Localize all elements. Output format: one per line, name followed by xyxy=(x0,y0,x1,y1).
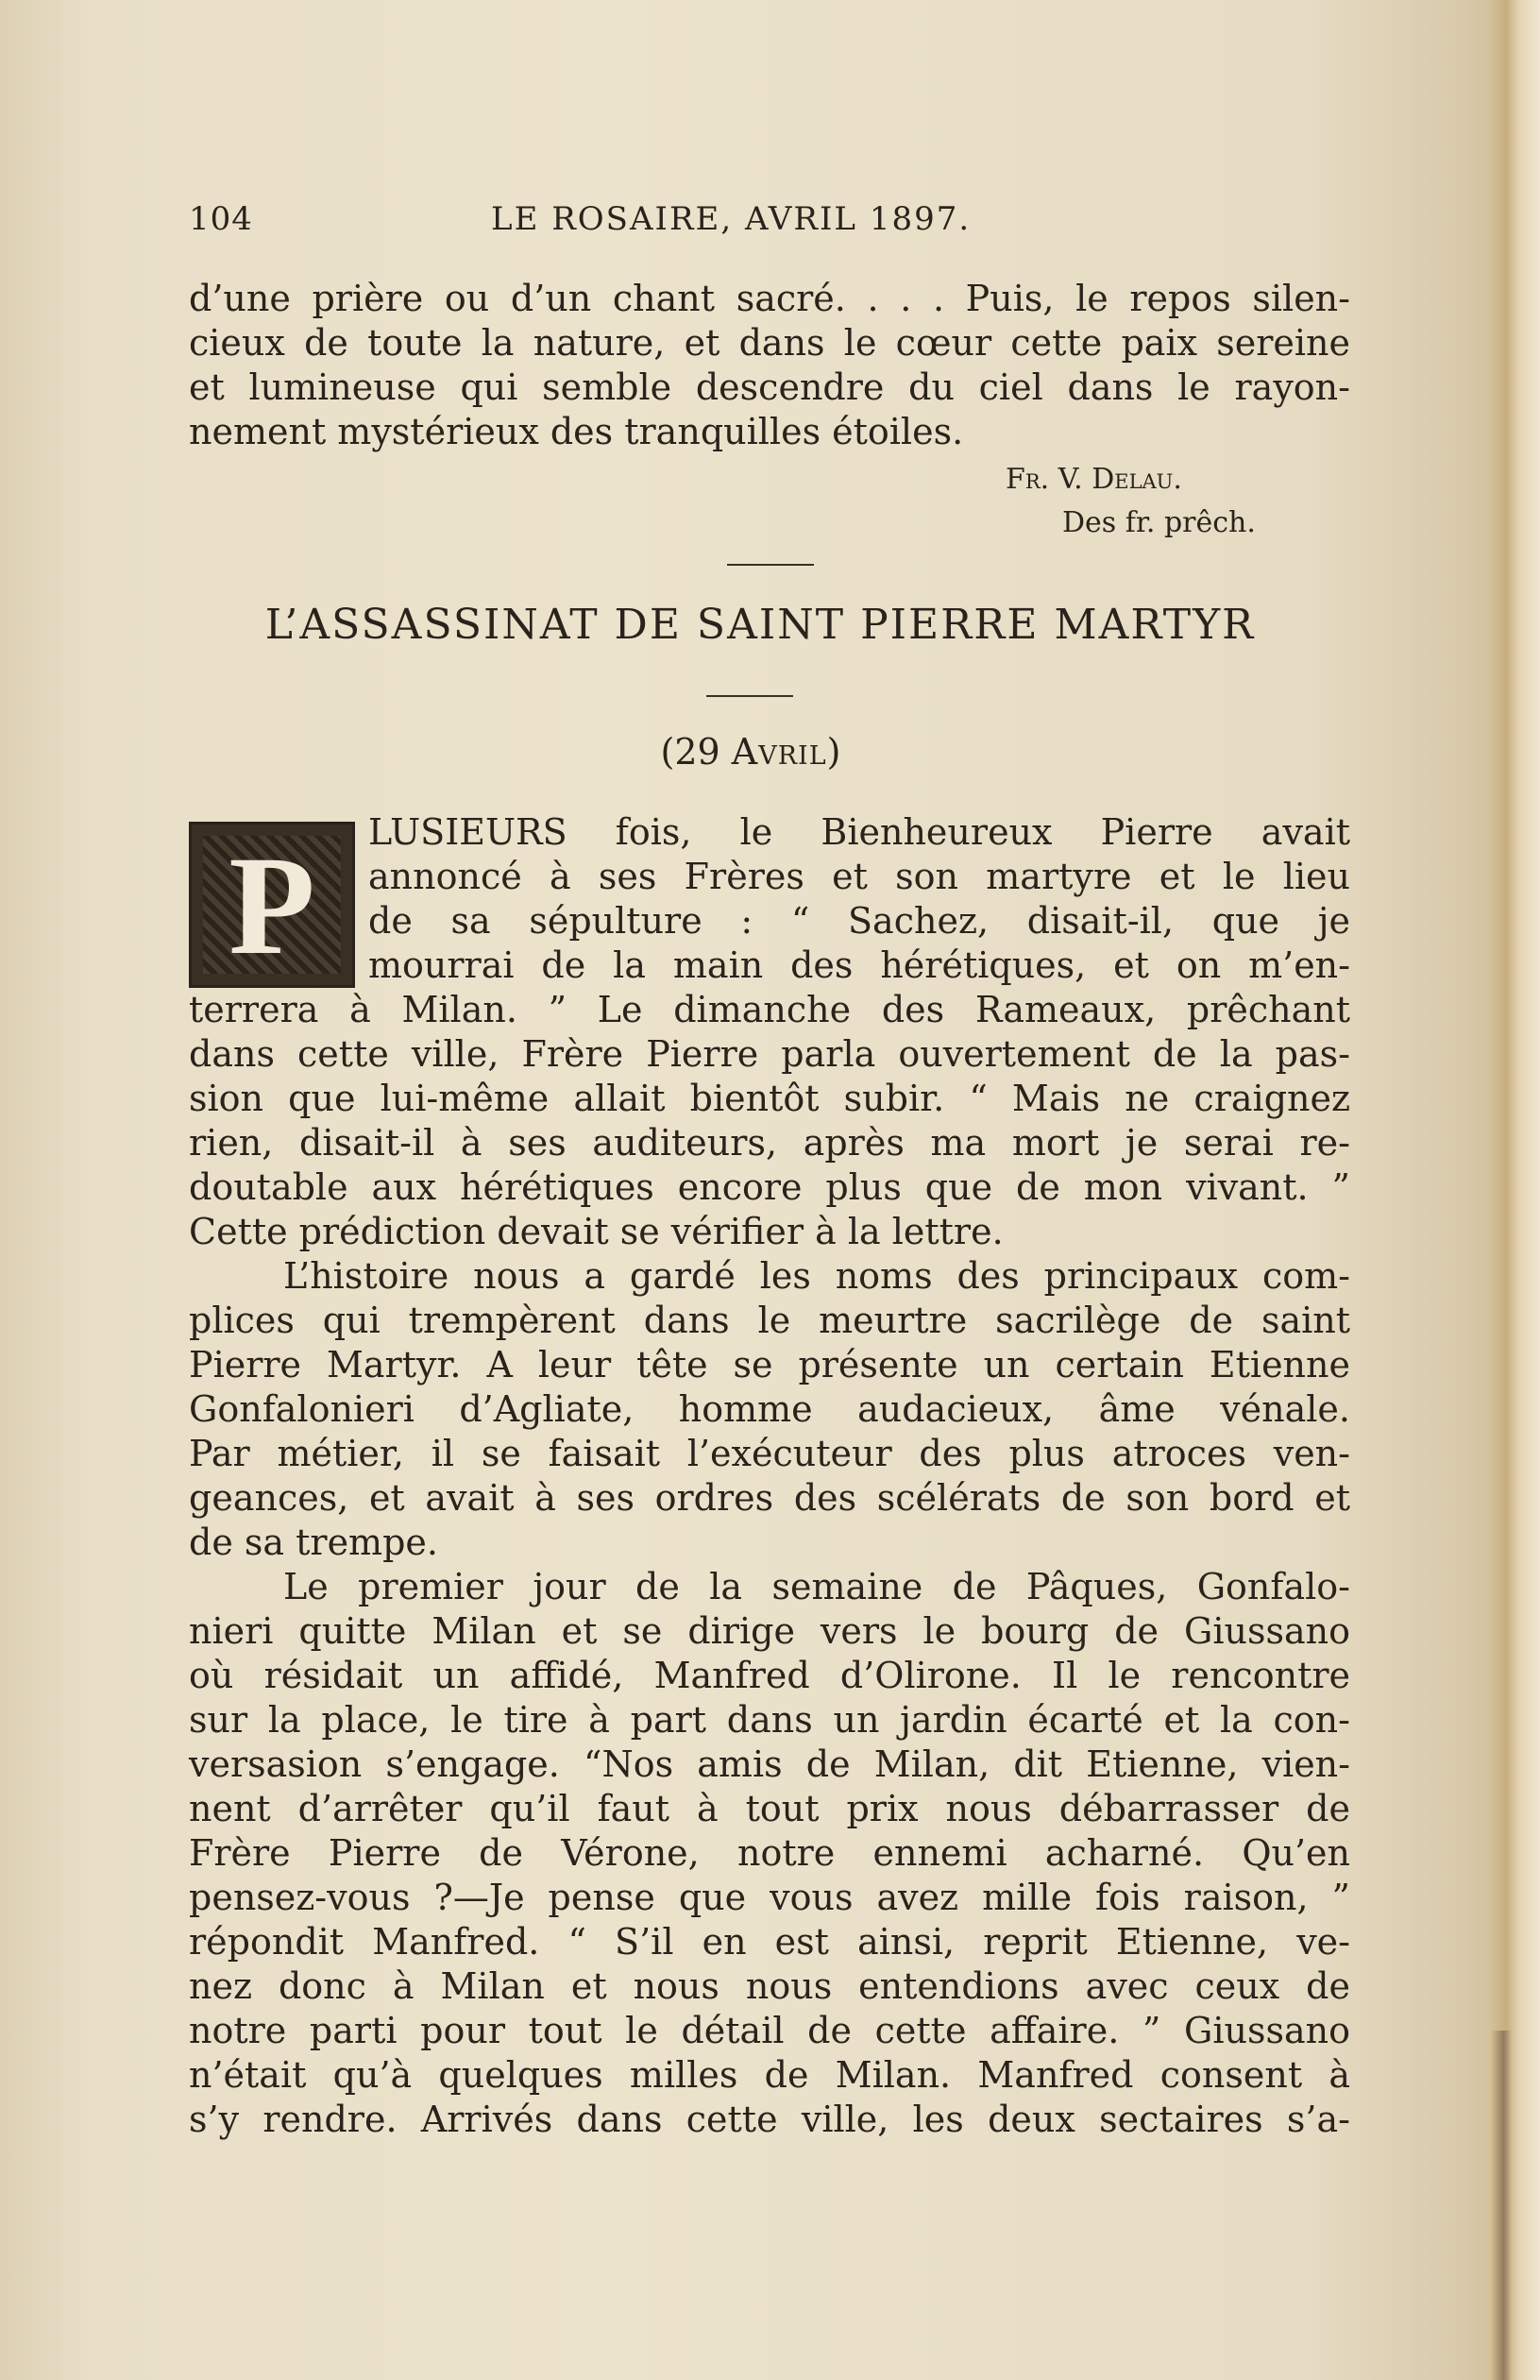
text-line: doutable aux hérétiques encore plus que de mon vivant. ” xyxy=(189,1166,1350,1208)
paragraph-2 xyxy=(189,1254,1350,1565)
initial-letter: P xyxy=(228,827,315,984)
text-line: plices qui trempèrent dans le meurtre sacrilège de saint xyxy=(189,1300,1350,1341)
page-number: 104 xyxy=(189,200,253,238)
article-body xyxy=(189,810,1350,2142)
text-line: rien, disait-il à ses auditeurs, après ma mort je serai re- xyxy=(189,1122,1350,1164)
text-line: annoncé à ses Frères et son martyre et le lieu xyxy=(368,856,1350,897)
text-line: geances, et avait à ses ordres des scélérats de son bord et xyxy=(189,1477,1350,1519)
text-line: de sa sépulture : “ Sachez, disait-il, que je xyxy=(368,900,1350,942)
author-signature: Fr. V. Delau. xyxy=(1006,463,1182,496)
paragraph-1 xyxy=(189,988,1350,1254)
page-shadow xyxy=(1491,2031,1512,2380)
text-line: s’y rendre. Arrivés dans cette ville, les deux sectaires s’a- xyxy=(189,2099,1350,2140)
text-line: Le premier jour de la semaine de Pâques, Gonfalo- xyxy=(283,1566,1350,1607)
date-month: Avril xyxy=(731,731,827,773)
text-line: versasion s’engage. “Nos amis de Milan, dit Etienne, vien- xyxy=(189,1743,1350,1785)
text-line: pensez-vous ?—Je pense que vous avez mille fois raison, ” xyxy=(189,1877,1350,1918)
running-head xyxy=(189,200,1350,247)
text-line: n’était qu’à quelques milles de Milan. Manfred consent à xyxy=(189,2054,1350,2096)
text-line: nez donc à Milan et nous nous entendions avec ceux de xyxy=(189,1965,1350,2007)
dropcap-lines xyxy=(368,810,1350,988)
text-line: cieux de toute la nature, et dans le cœur cette paix sereine xyxy=(189,322,1350,364)
text-line: mourrai de la main des hérétiques, et on m’en- xyxy=(368,944,1350,986)
text-line: répondit Manfred. “ S’il en est ainsi, reprit Etienne, ve- xyxy=(189,1921,1350,1963)
article-date xyxy=(529,731,973,773)
text-line: dans cette ville, Frère Pierre parla ouvertement de la pas- xyxy=(189,1033,1350,1075)
text-line: sur la place, le tire à part dans un jardin écarté et la con- xyxy=(189,1699,1350,1741)
text-line: Cette prédiction devait se vérifier à la lettre. xyxy=(189,1211,1004,1252)
text-line: d’une prière ou d’un chant sacré. . . . Puis, le repos silen- xyxy=(189,278,1350,319)
text-line: notre parti pour tout le détail de cette affaire. ” Giussano xyxy=(189,2010,1350,2051)
running-title: LE ROSAIRE, AVRIL 1897. xyxy=(491,200,972,238)
text-line: sion que lui-même allait bientôt subir. “ Mais ne craignez xyxy=(189,1078,1350,1119)
text-line: où résidait un affidé, Manfred d’Olirone. Il le rencontre xyxy=(189,1655,1350,1696)
previous-article-ending xyxy=(189,277,1350,454)
article-title: L’ASSASSINAT DE SAINT PIERRE MARTYR xyxy=(264,601,1256,649)
text-line: Gonfalonieri d’Agliate, homme audacieux, âme vénale. xyxy=(189,1388,1350,1430)
title-divider xyxy=(706,695,793,697)
text-line: Frère Pierre de Vérone, notre ennemi acharné. Qu’en xyxy=(189,1832,1350,1874)
text-line: L’histoire nous a gardé les noms des principaux com- xyxy=(283,1255,1350,1297)
text-line: et lumineuse qui semble descendre du ciel dans le rayon- xyxy=(189,366,1350,408)
paragraph-3 xyxy=(189,1565,1350,2142)
text-line: nieri quitte Milan et se dirige vers le bourg de Giussano xyxy=(189,1610,1350,1652)
author-affiliation: Des fr. prêch. xyxy=(1062,506,1256,539)
date-open: (29 xyxy=(660,731,732,773)
text-line: de sa trempe. xyxy=(189,1522,438,1563)
text-line: Par métier, il se faisait l’exécuteur des plus atroces ven- xyxy=(189,1433,1350,1474)
section-divider xyxy=(727,564,814,566)
text-line: LUSIEURS fois, le Bienheureux Pierre avait xyxy=(368,811,1350,853)
text-line: nement mystérieux des tranquilles étoiles. xyxy=(189,411,964,452)
date-close: ) xyxy=(826,731,841,773)
text-line: terrera à Milan. ” Le dimanche des Rameaux, prêchant xyxy=(189,989,1350,1030)
page-edge xyxy=(1488,0,1540,2380)
text-line: nent d’arrêter qu’il faut à tout prix nous débarrasser de xyxy=(189,1788,1350,1829)
text-line: Pierre Martyr. A leur tête se présente un certain Etienne xyxy=(189,1344,1350,1386)
